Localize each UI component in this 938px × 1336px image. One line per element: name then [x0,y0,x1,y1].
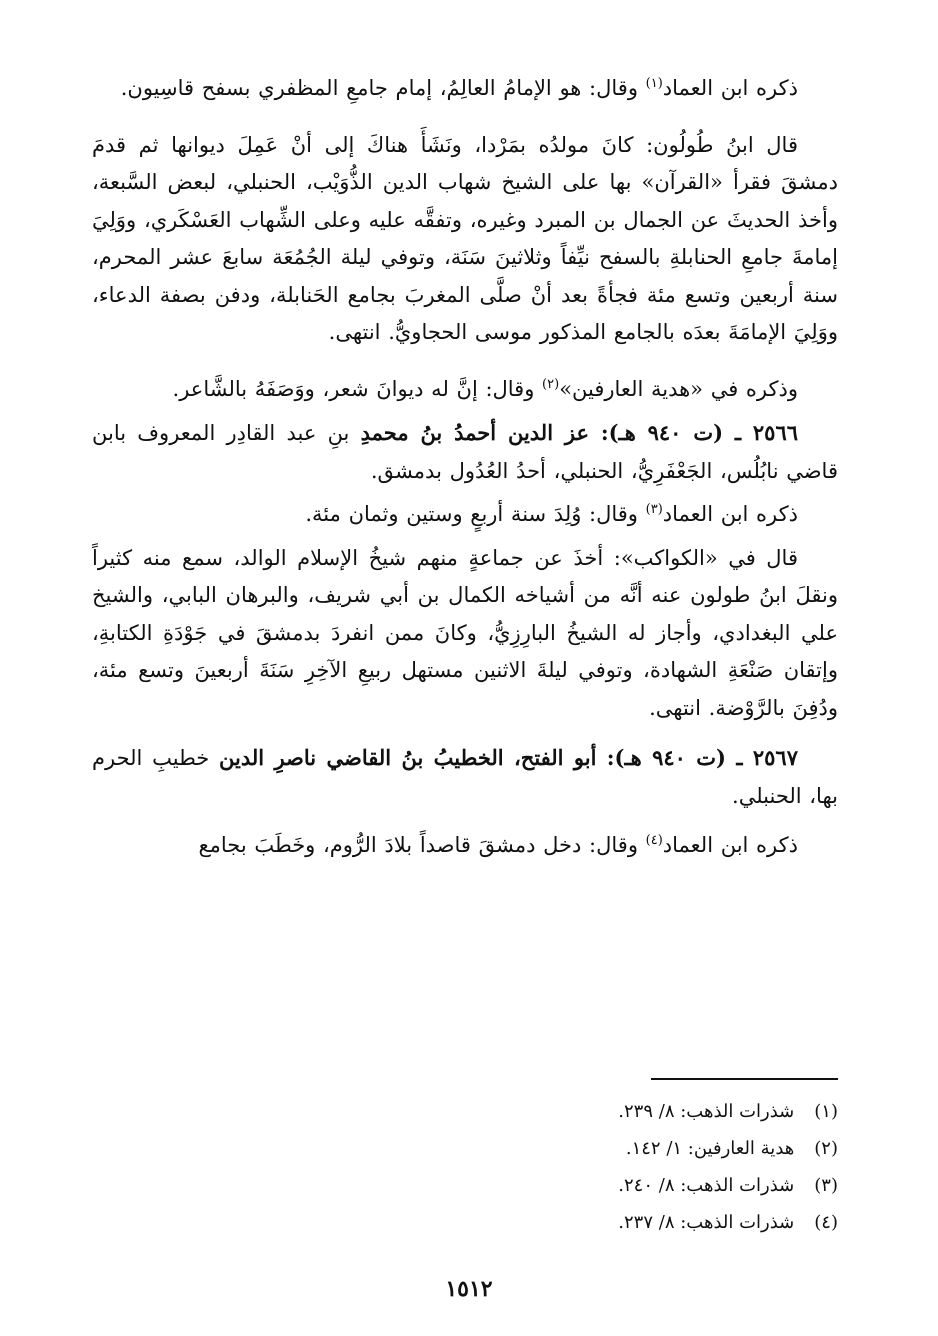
footnote-separator [651,1078,838,1080]
paragraph-8-text-b: وقال: دخل دمشقَ قاصداً بلادَ الرُّوم، وخَطَبَ بجامع [198,833,646,857]
main-text [92,70,838,865]
footnote-ref-4: (٤) [645,833,663,848]
footnote-text: شذرات الذهب: ٨/ ٢٣٩. [618,1101,795,1122]
footnote-ref-3: (٣) [645,502,663,517]
footnote-number: (٣) [814,1175,838,1196]
paragraph-3 [92,371,838,409]
paragraph-8-text-a: ذكره ابن العماد [662,833,798,857]
paragraph-6: قال في «الكواكب»: أخذَ عن جماعةٍ منهم شيخُ الإسلام الوالد، سمع منه كثيراً ونقلَ ابنُ طولون عنه أنَّه من أشياخه الكمال بن أبي شريف، والبرهان البابي، والشيخ علي البغدادي، وأجاز له الشيخُ البارِزِيُّ، وكانَ ممن انفردَ بدمشقَ في جَوْدَةِ الكتابةِ، وإتقان صَنْعَةِ الشهادة، وتوفي ليلةَ الاثنين مستهل ربيعِ الآخِرِ سَنَةَ أربعينَ وتسع مئة، ودُفِنَ بالرَّوْضة. انتهى. [92,545,838,720]
paragraph-5-text-b: وقال: وُلِدَ سنة أربعٍ وستين وثمان مئة. [305,502,646,526]
footnote-number: (١) [814,1101,838,1122]
footnote-1 [338,1093,838,1130]
paragraph-3-text-b: وقال: إنَّ له ديوانَ شعر، ووَصَفَهُ بالشَّاعر. [172,376,543,401]
footnote-4 [338,1204,838,1241]
paragraph-1-text-b: وقال: هو الإمامُ العالِمُ، إمام جامعِ المظفري بسفح قاسِيون. [120,76,646,100]
footnote-number: (٤) [814,1212,838,1233]
footnote-text: شذرات الذهب: ٨/ ٢٣٧. [618,1212,795,1233]
footnote-number: (٢) [814,1138,838,1159]
footnote-ref-2: (٢) [542,376,560,392]
footnote-text: شذرات الذهب: ٨/ ٢٤٠. [618,1175,795,1196]
footnote-ref-1: (١) [645,76,663,91]
paragraph-8 [92,827,838,865]
paragraph-1-text-a: ذكره ابن العماد [662,76,798,100]
footnote-2 [338,1130,838,1167]
entry-2566-heading: ٢٥٦٦ ـ (ت ٩٤٠ هـ): عز الدين أحمدُ بنُ محمدِ [360,420,799,445]
entry-2567-heading: ٢٥٦٧ ـ (ت ٩٤٠ هـ): أبو الفتح، الخطيبُ بنُ القاضي ناصرِ الدين [219,745,798,770]
entry-2566 [92,414,838,490]
paragraph-2: قال ابنُ طُولُون: كانَ مولدُه بمَرْدا، ونَشَأَ هناكَ إلى أنْ عَمِلَ ديوانها ثم قدمَ دمشقَ فقرأ «القرآن» بها على الشيخ شهاب الدين الذُّوَيْب، الحنبلي، لبعض السَّبعة، وأخذ الحديثَ عن الجمال بن المبرد وغيره، وتفقَّه عليه وعلى الشِّهاب العَسْكَري، ووَلِيَ إمامةَ جامعِ الحنابلةِ بالسفح نيِّفاً وثلاثينَ سَنَة، وتوفي ليلة الجُمُعَة سابعَ عشر المحرم، سنة أربعين وتسع مئة فجأةً بعد أنْ صلَّى المغربَ بجامع الحَنابلة، ودفن بصفة الدعاء، ووَلِيَ الإمامَةَ بعدَه بالجامع المذكور موسى الحجاويُّ. انتهى. [92,132,838,344]
paragraph-1 [92,70,838,108]
page-number: ١٥١٢ [445,1276,493,1302]
paragraph-5-text-a: ذكره ابن العماد [662,502,798,526]
paragraph-5 [92,496,838,534]
entry-2567 [92,739,838,815]
entry-2567-text: خطيبِ الحرم بها، الحنبلي. [92,746,838,808]
footnote-text: هدية العارفين: ١/ ١٤٢. [625,1138,795,1159]
footnote-3 [338,1167,838,1204]
footnotes [338,1093,838,1241]
paragraph-3-text-a: وذكره في «هدية العارفين» [559,376,798,401]
entry-2566-text: بنِ عبد القادِر المعروف بابن قاضي نابُلُس، الجَعْفَرِيُّ، الحنبلي، أحدُ العُدُول بدمشق. [92,421,838,483]
